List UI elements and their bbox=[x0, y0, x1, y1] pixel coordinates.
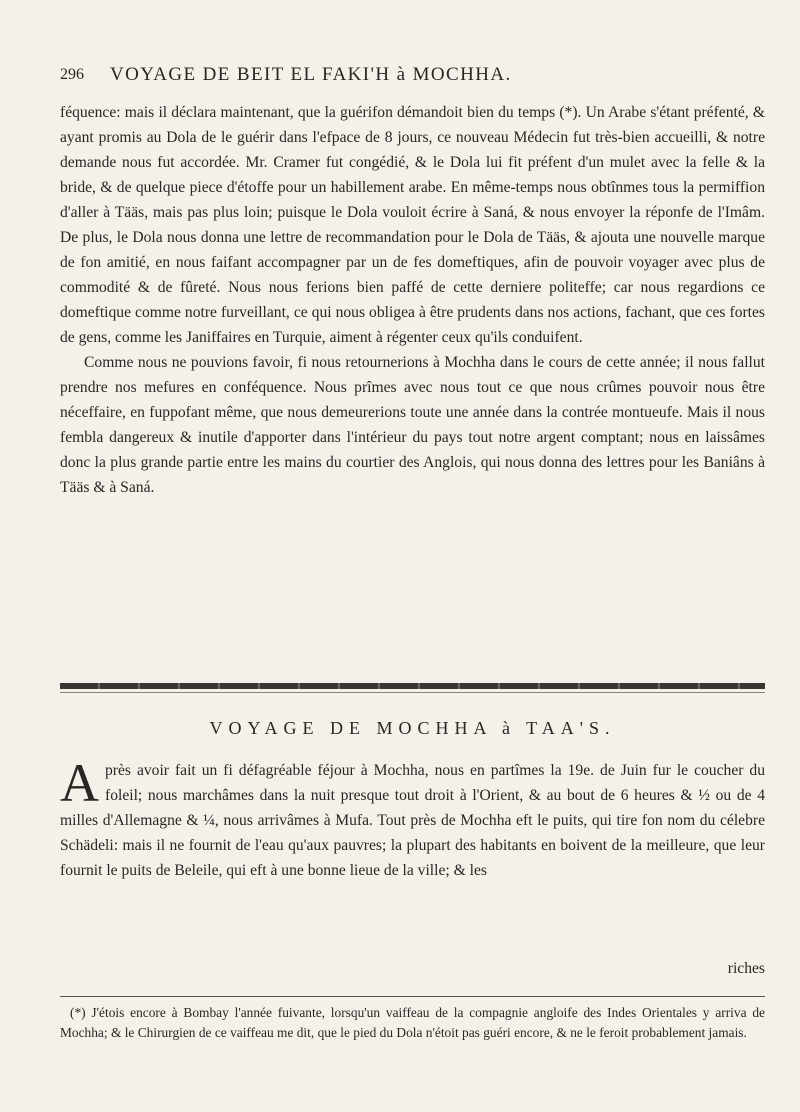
body-text-bottom bbox=[60, 753, 765, 883]
section-title: VOYAGE DE MOCHHA à TAA'S. bbox=[209, 718, 616, 738]
footnote-divider bbox=[60, 996, 765, 997]
running-head bbox=[60, 64, 760, 90]
paragraph: près avoir fait un fi défagréable féjour à Mochha, nous en partîmes la 19e. de Juin fur le coucher du foleil; nous marchâmes dans la nuit presque tout droit à l'Orient, & au bout de 6 heures & ½ ou de 4 milles d'Allemagne & ¼, nous arrivâmes à Mufa. Tout près de Mochha eft le puits, qui tire fon nom du célebre Schädeli: mais il ne fournit de l'eau qu'aux pauvres; la plupart des habitants en boivent de la meilleure, que leur fournit le puits de Beleile, qui eft à une bonne lieue de la ville; & les bbox=[60, 762, 765, 879]
divider bbox=[60, 692, 765, 693]
catchword: riches bbox=[727, 960, 765, 977]
footnote-text: (*) J'étois encore à Bombay l'année fuivante, lorsqu'un vaiffeau de la compagnie angloife des Indes Orientales y arriva de Mochha; & le Chirurgien de ce vaiffeau me dit, que le pied du Dola n'étoit pas guéri encore, & ne le feroit probablement jamais. bbox=[60, 1005, 765, 1040]
body-text-top bbox=[60, 100, 765, 500]
drop-cap: A bbox=[60, 753, 99, 813]
running-title: VOYAGE DE BEIT EL FAKI'H à MOCHHA. bbox=[110, 64, 512, 85]
paragraph: féquence: mais il déclara maintenant, que la guérifon démandoit bien du temps (*). Un Arabe s'étant préfenté, & ayant promis au Dola de le guérir dans l'efpace de 8 jours, ce nouveau Médecin fut très-bien accueilli, & notre demande nous fut accordée. Mr. Cramer fut congédié, & le Dola lui fit préfent d'un mulet avec la felle & la bride, & de quelque piece d'étoffe pour un habillement arabe. En même-temps nous obtînmes tous la permiffion d'aller à Tääs, mais pas plus loin; puisque le Dola vouloit écrire à Saná, & nous envoyer la réponfe de l'Imâm. De plus, le Dola nous donna une lettre de recommandation pour le Dola de Tääs, & ajouta une nouvelle marque de fon amitié, en nous faifant accompagner par un de fes domeftiques, afin de pouvoir voyager avec plus de commodité & de fûreté. Nous nous ferions bien paffé de cette derniere politeffe; car nous regardions ce domeftique comme notre furveillant, ce qui nous obligea à être prudents dans nos actions, fachant, que ces fortes de gens, comme les Janiffaires en Turquie, aiment à régenter ceux qu'ils conduifent. bbox=[60, 104, 765, 346]
page-number: 296 bbox=[60, 66, 84, 83]
paragraph: Comme nous ne pouvions favoir, fi nous retournerions à Mochha dans le cours de cette année; il nous fallut prendre nos mefures en conféquence. Nous prîmes avec nous tout ce que nous crûmes pouvoir nous être néceffaire, en fuppofant même, que nous demeurerions toute une année dans la contrée montueufe. Mais il nous fembla dangereux & inutile d'apporter dans l'intérieur du pays tout notre argent comptant; nous en laissâmes donc la plus grande partie entre les mains du courtier des Anglois, qui nous donna des lettres pour les Baniâns à Tääs & à Saná. bbox=[60, 354, 765, 496]
ornamental-rule bbox=[60, 683, 765, 689]
footnote bbox=[60, 1003, 765, 1043]
